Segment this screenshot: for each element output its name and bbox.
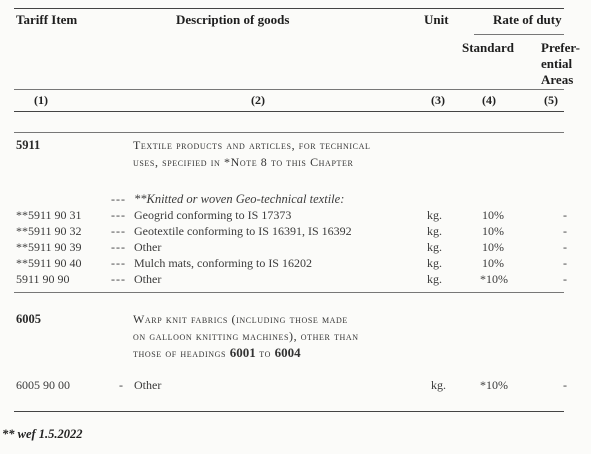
header-bottom-rule (14, 111, 564, 112)
section-5911-top-rule (14, 132, 564, 133)
table-row-description: Other (134, 378, 162, 392)
col-number-1: (1) (34, 93, 48, 107)
header-preferential-line2: ential (541, 56, 573, 71)
subheading-dash: --- (111, 192, 126, 206)
col-number-4: (4) (482, 93, 496, 107)
table-row-preferential-rate: - (563, 224, 567, 238)
table-bottom-rule (14, 411, 564, 412)
heading-title-5911-line2: uses, specified in *Note 8 to this Chapter (133, 155, 354, 169)
table-row-description: Other (134, 240, 162, 254)
header-preferential-line3: Areas (541, 72, 574, 87)
heading-code-5911: 5911 (16, 138, 41, 152)
table-row-dash: --- (111, 208, 126, 222)
col-number-5: (5) (544, 93, 558, 107)
table-row-dash: --- (111, 272, 126, 286)
table-row-standard-rate: *10% (480, 272, 508, 286)
table-row-code: **5911 90 40 (16, 256, 82, 270)
table-row-standard-rate: 10% (482, 256, 504, 270)
table-row-code: **5911 90 39 (16, 240, 82, 254)
heading-title-6005-line1: Warp knit fabrics (including those made (133, 312, 348, 326)
table-row-preferential-rate: - (563, 208, 567, 222)
table-row-description: Geotextile conforming to IS 16391, IS 16392 (134, 224, 352, 238)
heading-title-5911-line1: Textile products and articles, for technical (133, 138, 371, 152)
table-row-unit: kg. (427, 224, 442, 238)
header-tariff-item: Tariff Item (16, 12, 78, 27)
heading-title-6005-text-a: those of headings (133, 346, 230, 360)
table-row-dash: --- (111, 240, 126, 254)
table-row-preferential-rate: - (563, 240, 567, 254)
section-5911-bottom-rule (14, 292, 564, 293)
header-description: Description of goods (176, 12, 290, 27)
table-row-unit: kg. (427, 256, 442, 270)
table-row-standard-rate: *10% (480, 378, 508, 392)
header-standard: Standard (462, 40, 515, 55)
table-row-description: Geogrid conforming to IS 17373 (134, 208, 292, 222)
table-row-standard-rate: 10% (482, 208, 504, 222)
header-preferential-line1: Prefer- (541, 40, 580, 55)
heading-ref-6004: 6004 (274, 345, 301, 360)
header-rate-of-duty: Rate of duty (493, 12, 562, 27)
rate-of-duty-underline (474, 34, 564, 35)
table-row-description: Other (134, 272, 162, 286)
col-number-3: (3) (431, 93, 445, 107)
table-row-standard-rate: 10% (482, 224, 504, 238)
table-row-preferential-rate: - (563, 272, 567, 286)
table-row-unit: kg. (427, 240, 442, 254)
table-row-dash: - (119, 378, 123, 392)
subheading-geotextile: **Knitted or woven Geo-technical textile: (134, 192, 345, 206)
heading-title-6005-line2: on galloon knitting machines), other than (133, 329, 359, 343)
table-row-unit: kg. (427, 208, 442, 222)
table-row-dash: --- (111, 224, 126, 238)
heading-code-6005: 6005 (16, 312, 41, 326)
table-row-unit: kg. (431, 378, 446, 392)
table-row-code: 6005 90 00 (16, 378, 70, 392)
col-number-2: (2) (251, 93, 265, 107)
table-row-code: **5911 90 32 (16, 224, 82, 238)
header-mid-rule (14, 89, 564, 90)
heading-title-6005-text-c: to (255, 346, 275, 360)
header-unit: Unit (424, 12, 449, 27)
table-row-preferential-rate: - (563, 378, 567, 392)
footnote: ** wef 1.5.2022 (2, 427, 83, 441)
table-row-dash: --- (111, 256, 126, 270)
table-row-unit: kg. (427, 272, 442, 286)
table-row-preferential-rate: - (563, 256, 567, 270)
table-row-description: Mulch mats, conforming to IS 16202 (134, 256, 312, 270)
table-row-code: **5911 90 31 (16, 208, 82, 222)
top-rule (14, 8, 564, 9)
heading-ref-6001: 6001 (229, 345, 256, 360)
table-row-code: 5911 90 90 (16, 272, 70, 286)
heading-title-6005-line3 (133, 345, 301, 361)
table-row-standard-rate: 10% (482, 240, 504, 254)
